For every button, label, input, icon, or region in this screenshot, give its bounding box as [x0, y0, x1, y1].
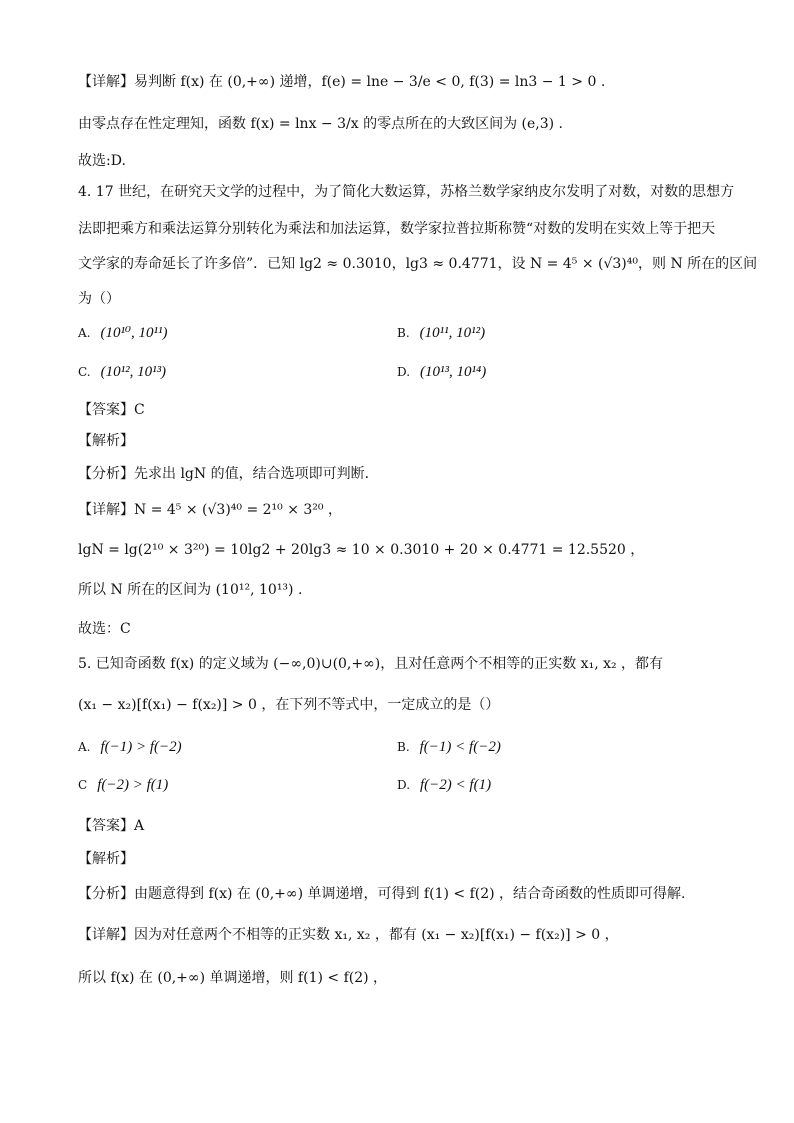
option-label: C: [78, 778, 88, 792]
q5-stem-line-2: (x₁ − x₂)[f(x₁) − f(x₂)] > 0 ，在下列不等式中，一定成立的是（）: [78, 697, 500, 713]
q4-analysis: 【分析】先求出 lgN 的值，结合选项即可判断．: [78, 466, 379, 482]
option-value: f(−2) > f(1): [97, 777, 169, 793]
detail-monotonic-line: 【详解】易判断 f(x) 在 (0,+∞) 递增，f(e) = lne − 3/e < 0, f(3) = ln3 − 1 > 0 .: [78, 74, 606, 90]
q4-choice: 故选：C: [78, 621, 131, 637]
option-label: D.: [397, 365, 411, 379]
option-label: B.: [397, 740, 410, 754]
q4-analysis-heading: 【解析】: [78, 433, 134, 449]
q4-stem-line-4: 为（）: [78, 291, 120, 307]
q4-option-c: [78, 362, 166, 382]
q4-detail-3: 所以 N 所在的区间为 (10¹², 10¹³) .: [78, 582, 303, 598]
q4-option-d: [397, 362, 486, 382]
q4-answer: 【答案】C: [78, 402, 145, 418]
option-value: (10¹⁰, 10¹¹): [100, 325, 168, 341]
q4-stem-line-2: 法即把乘方和乘法运算分别转化为乘法和加法运算，数学家拉普拉斯称赞“对数的发明在实效上等于把天: [78, 221, 716, 237]
option-label: A.: [78, 740, 91, 754]
option-value: f(−1) < f(−2): [419, 739, 501, 755]
option-value: f(−1) > f(−2): [100, 739, 182, 755]
option-label: B.: [397, 326, 410, 340]
q5-option-c: [78, 775, 168, 795]
option-value: (10¹¹, 10¹²): [419, 325, 486, 341]
q4-option-a: [78, 323, 167, 343]
q5-answer: 【答案】A: [78, 818, 145, 834]
q5-option-d: [397, 775, 491, 795]
q4-detail-2: lgN = lg(2¹⁰ × 3²⁰) = 10lg2 + 20lg3 ≈ 10 × 0.3010 + 20 × 0.4771 = 12.5520 ，: [78, 542, 645, 558]
option-value: f(−2) < f(1): [420, 777, 492, 793]
q5-analysis: 【分析】由题意得到 f(x) 在 (0,+∞) 单调递增，可得到 f(1) < f(2) ，结合奇函数的性质即可得解.: [78, 886, 686, 902]
q4-stem-line-1: 4. 17 世纪，在研究天文学的过程中，为了简化大数运算，苏格兰数学家纳皮尔发明了对数，对数的思想方: [78, 184, 735, 200]
option-label: A.: [78, 326, 91, 340]
option-label: D.: [397, 778, 411, 792]
q5-analysis-heading: 【解析】: [78, 851, 134, 867]
q5-detail-2: 所以 f(x) 在 (0,+∞) 单调递增，则 f(1) < f(2) ，: [78, 970, 388, 986]
option-label: C.: [78, 365, 91, 379]
q5-option-a: [78, 737, 182, 757]
q4-stem-line-3: 文学家的寿命延长了许多倍”．已知 lg2 ≈ 0.3010，lg3 ≈ 0.4771，设 N = 4⁵ × (√3)⁴⁰，则 N 所在的区间: [78, 256, 758, 272]
zero-interval-line: 由零点存在性定理知，函数 f(x) = lnx − 3/x 的零点所在的大致区间为 (e,3) .: [78, 116, 563, 132]
q4-option-b: [397, 323, 485, 343]
q5-detail-1: 【详解】因为对任意两个不相等的正实数 x₁, x₂ ，都有 (x₁ − x₂)[f(x₁) − f(x₂)] > 0 ，: [78, 927, 619, 943]
option-value: (10¹³, 10¹⁴): [420, 364, 487, 380]
q5-stem-line-1: 5. 已知奇函数 f(x) 的定义域为 (−∞,0)∪(0,+∞)，且对任意两个不相等的正实数 x₁, x₂ ，都有: [78, 656, 664, 672]
q5-option-b: [397, 737, 501, 757]
answer-choice-q3: 故选:D.: [78, 153, 126, 169]
q4-detail-1: 【详解】N = 4⁵ × (√3)⁴⁰ = 2¹⁰ × 3²⁰ ，: [78, 502, 342, 518]
option-value: (10¹², 10¹³): [100, 364, 167, 380]
